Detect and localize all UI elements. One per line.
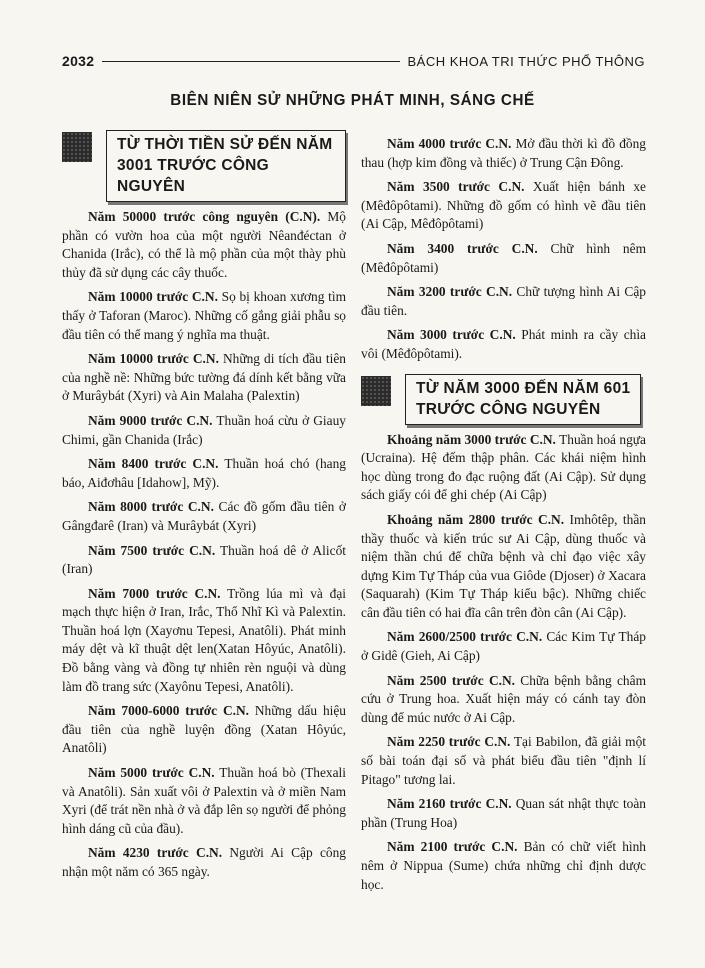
chronology-entry <box>62 764 346 838</box>
chronology-entry <box>361 283 646 320</box>
entry-year: Năm 10000 trước C.N. <box>88 289 218 305</box>
entry-year: Năm 2160 trước C.N. <box>387 796 512 812</box>
entry-year: Năm 7500 trước C.N. <box>88 542 216 558</box>
entry-year: Năm 8000 trước C.N. <box>88 499 214 515</box>
section-title-box <box>106 130 346 202</box>
entry-text: Trồng lúa mì và đại mạch thực hiện ở Iran, Irắc, Thổ Nhĩ Kì và Palextin. Thuần hoá lợn (Xayơnu Tepesi, Anatôli). Phát minh máy dệt và kĩ thuật dệt len(Xatan Hôyúc, Anatôli). Đồ bằng vàng và đồng tự nhiên rèn nguội và dùng làm đồ trang sức (Xayônu Tepesi, Anatôli). <box>62 585 346 694</box>
entry-year: Khoảng năm 3000 trước C.N. <box>387 431 556 447</box>
chronology-entry <box>62 412 346 449</box>
chronology-entry <box>62 585 346 697</box>
chronology-entry <box>361 838 646 894</box>
page-header <box>62 50 645 72</box>
section-title-line: TỪ THỜI TIỀN SỬ ĐẾN NĂM <box>117 136 333 153</box>
chronology-entry <box>361 672 646 728</box>
chronology-entry <box>62 208 346 282</box>
section-title-box <box>405 374 641 425</box>
entry-text: Chữ tượng hình Ai Cập đầu tiên. <box>361 284 646 318</box>
chronology-entry <box>361 733 646 789</box>
chronology-entry <box>361 326 646 363</box>
right-entries-bottom <box>361 431 646 895</box>
entry-year: Năm 9000 trước C.N. <box>88 412 213 428</box>
chronology-entry <box>62 498 346 535</box>
entry-text: Mộ phần có vườn hoa của một người Nêanđéctan ở Chanida (Irắc), có thể là mộ phần của một thày phù thủy đã sử dụng các cây thuốc. <box>62 209 346 280</box>
entry-text: Xuất hiện bánh xe (Mêđôpôtami). Những đồ gốm có hình vẽ đầu tiên (Ai Cập, Mêđôpôtami) <box>361 179 646 232</box>
left-column <box>62 130 346 888</box>
page-number: 2032 <box>62 53 95 69</box>
entry-year: Năm 3200 trước C.N. <box>387 284 513 300</box>
entry-year: Năm 8400 trước C.N. <box>88 456 219 472</box>
chronology-entry <box>361 628 646 665</box>
entry-text: Sọ bị khoan xương tìm thấy ở Taforan (Maroc). Những cố gắng giải phẫu sọ đầu tiên có thể mang ý nghĩa ma thuật. <box>62 289 346 342</box>
entry-year: Khoảng năm 2800 trước C.N. <box>387 511 565 527</box>
chronology-entry <box>361 135 646 172</box>
section-marker-icon <box>361 376 391 406</box>
entry-text: Chữa bệnh bằng châm cứu ở Trung hoa. Xuất hiện máy có cánh tay đòn dùng để múc nước ở Ai Cập. <box>361 672 646 725</box>
entry-text: Mở đầu thời kì đồ đồng thau (hợp kim đồng và thiếc) ở Trung Cận Đông. <box>361 136 646 170</box>
entry-text: Thuần hoá cừu ở Giauy Chimi, gần Chanida (Irắc) <box>62 412 346 447</box>
entry-text: Thuần hoá ngựa (Ucraina). Hệ đếm thập phân. Các khái niệm hình học dùng trong đo đạc ruộng đất (Ai Cập). Sử dụng sách giấy cói để ghi chép (Ai Cập) <box>361 431 646 503</box>
chronology-entry <box>361 795 646 832</box>
entry-text: Thuần hoá bò (Thexali và Anatôli). Sản xuất vôi ở Palextin và ở miền Nam Xyri (để trát nền nhà ở và đắp lên sọ người để phỏng hình dáng cũ của đầu). <box>62 765 346 836</box>
section-title-line: TRƯỚC CÔNG NGUYÊN <box>416 400 601 418</box>
chronology-entry <box>62 350 346 406</box>
entry-year: Năm 7000-6000 trước C.N. <box>88 703 249 719</box>
entry-year: Năm 4000 trước C.N. <box>387 136 512 151</box>
entry-text: Bản có chữ viết hình nêm ở Nippua (Sume) chứa những chỉ định dược học. <box>361 839 646 892</box>
section-title-line: TỪ NĂM 3000 ĐẾN NĂM 601 <box>416 379 631 397</box>
entry-text: Quan sát nhật thực toàn phần (Trung Hoa) <box>361 796 646 830</box>
entry-year: Năm 2100 trước C.N. <box>387 839 518 855</box>
section-title-line: 3001 TRƯỚC CÔNG NGUYÊN <box>117 157 270 195</box>
entry-year: Năm 10000 trước C.N. <box>88 351 219 367</box>
right-column <box>361 135 646 900</box>
entry-year: Năm 2250 trước C.N. <box>387 734 511 750</box>
entry-text: Những di tích đầu tiên của nghề nề: Những bức tường đá dính kết bằng vữa ở Murâybát (Xyri) và Ain Malaha (Palextin) <box>62 351 346 404</box>
entry-year: Năm 3500 trước C.N. <box>387 179 525 195</box>
left-entries <box>62 208 346 882</box>
right-entries-top <box>361 135 646 364</box>
entry-year: Năm 3000 trước C.N. <box>387 327 516 343</box>
entry-year: Năm 50000 trước công nguyên (C.N). <box>88 209 321 224</box>
entry-text: Phát minh ra cầy chìa vôi (Mêđôpôtami). <box>361 327 647 361</box>
section-heading-3000-601 <box>361 374 646 425</box>
chronology-entry <box>62 702 346 758</box>
chronology-entry <box>361 178 646 234</box>
section-marker-icon <box>62 132 92 162</box>
entry-text: Các Kim Tự Tháp ở Gidê (Gieh, Ai Cập) <box>361 629 646 664</box>
chronology-entry <box>62 288 346 344</box>
entry-year: Năm 2500 trước C.N. <box>387 672 515 688</box>
chronology-entry <box>62 542 346 579</box>
chronology-entry <box>361 240 646 277</box>
entry-year: Năm 4230 trước C.N. <box>88 845 223 861</box>
entry-text: Imhôtêp, thần thầy thuốc và kiến trúc sư Ai Cập, dùng thuốc và niệm thần chú để chữa bệnh và chỉ đạo việc xây dựng Kim Tự Tháp của vua Giôde (Djoser) ở Xacara (Saquarah) (Kim Tự Tháp kiểu bậc). Những chiếc cân đầu tiên có hai đĩa cân trên đòn cân (Ai Cập). <box>361 511 646 620</box>
page-title: BIÊN NIÊN SỬ NHỮNG PHÁT MINH, SÁNG CHẾ <box>170 92 535 109</box>
entry-text: Thuần hoá dê ở Alicốt (Iran) <box>62 542 346 577</box>
entry-year: Năm 5000 trước C.N. <box>88 765 215 781</box>
entry-text: Chữ hình nêm (Mêđôpôtami) <box>361 240 646 275</box>
book-title: BÁCH KHOA TRI THỨC PHỔ THÔNG <box>407 53 645 69</box>
chronology-entry <box>62 844 346 881</box>
entry-text: Các đồ gốm đầu tiên ở Gângđarê (Iran) và Murâybát (Xyri) <box>62 499 346 533</box>
entry-year: Năm 3400 trước C.N. <box>387 240 538 256</box>
entry-text: Thuần hoá chó (hang báo, Aiđơhâu [Idahow], Mỹ). <box>62 456 346 490</box>
entry-text: Tại Babilon, đã giải một số bài toán đại số và phát biểu đầu tiên "định lí Pitago" tương lai. <box>361 734 646 787</box>
entry-year: Năm 7000 trước C.N. <box>88 585 221 601</box>
section-heading-prehistory <box>62 130 346 202</box>
entry-text: Những dấu hiệu đầu tiên của nghề luyện đồng (Xatan Hôyúc, Anatôli) <box>62 703 346 756</box>
chronology-entry <box>62 455 346 492</box>
chronology-entry <box>361 431 646 505</box>
header-rule <box>102 61 399 62</box>
entry-text: Người Ai Cập công nhận một năm có 365 ngày. <box>62 845 346 879</box>
chronology-entry <box>361 511 646 623</box>
entry-year: Năm 2600/2500 trước C.N. <box>387 629 543 645</box>
